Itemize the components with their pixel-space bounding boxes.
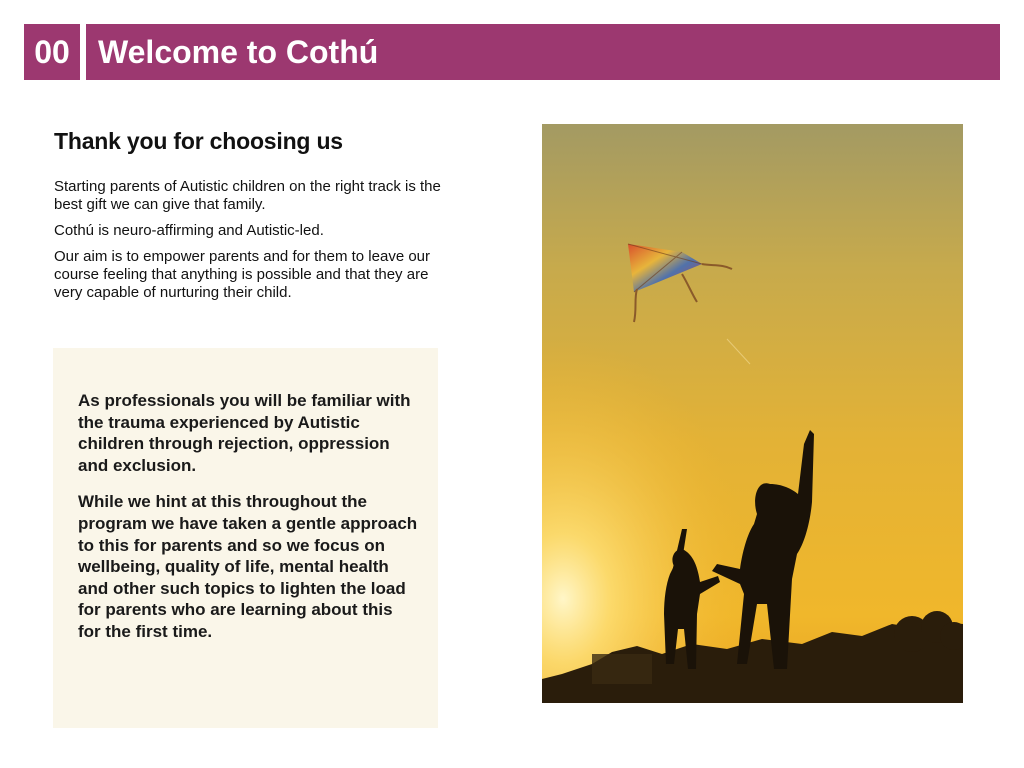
intro-paragraph: Cothú is neuro-affirming and Autistic-led. bbox=[54, 222, 324, 239]
callout-box bbox=[53, 348, 438, 728]
callout-paragraph: As professionals you will be familiar with the trauma experienced by Autistic children through rejection, oppression and exclusion. bbox=[78, 391, 411, 475]
kite-photo bbox=[542, 124, 963, 703]
intro-paragraph: Our aim is to empower parents and for them to leave our course feeling that anything is possible and that they are very capable of nurturing their child. bbox=[54, 248, 431, 301]
intro-paragraph: Starting parents of Autistic children on the right track is the best gift we can give that family. bbox=[54, 178, 441, 213]
intro-heading: Thank you for choosing us bbox=[54, 128, 343, 154]
kite-sunset-image bbox=[542, 124, 963, 703]
intro-text bbox=[54, 178, 446, 310]
section-number: 00 bbox=[24, 24, 80, 80]
page-title: Welcome to Cothú bbox=[86, 24, 1000, 80]
callout-paragraph: While we hint at this throughout the program we have taken a gentle approach to this for parents and so we focus on wellbeing, quality of life, mental health and other such topics to lighten the load for parents who are learning about this for the first time. bbox=[78, 492, 418, 641]
